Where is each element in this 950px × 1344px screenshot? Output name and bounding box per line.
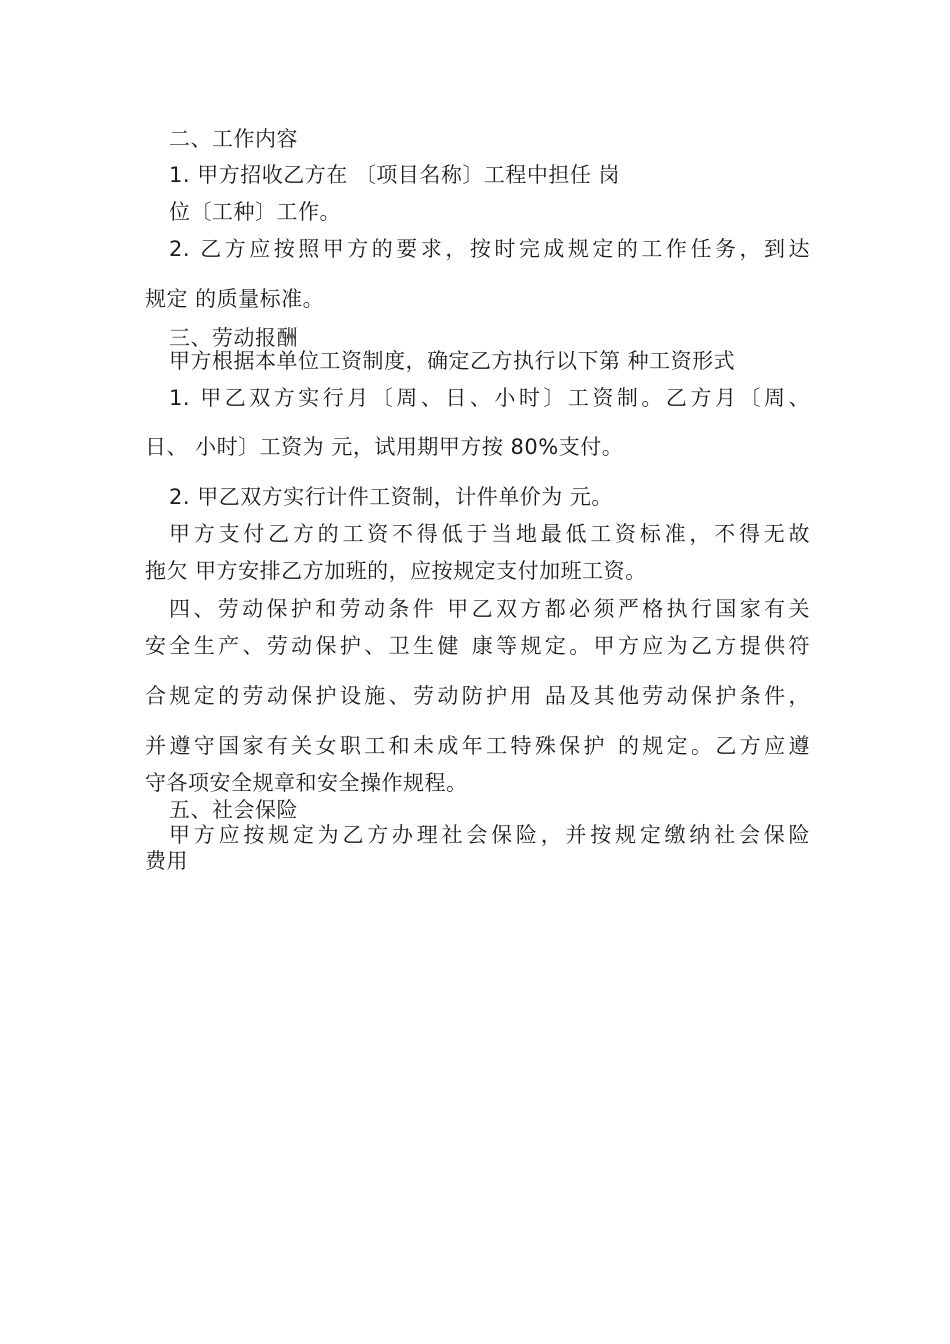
section-heading-work-content: 二、工作内容 <box>169 127 298 151</box>
paragraph-line: 合规定的劳动保护设施、劳动防护用 品及其他劳动保护条件， <box>145 684 810 708</box>
paragraph-line: 甲方应按规定为乙方办理社会保险，并按规定缴纳社会保险 <box>169 823 810 847</box>
paragraph-line: 日、 小时〕工资为 元，试用期甲方按 80%支付。 <box>145 435 624 459</box>
section-heading-remuneration: 三、劳动报酬 <box>169 326 298 350</box>
paragraph-line: 2. 乙方应按照甲方的要求，按时完成规定的工作任务，到达 <box>169 237 810 261</box>
paragraph-line: 安全生产、劳动保护、卫生健 康等规定。甲方应为乙方提供符 <box>145 634 810 658</box>
paragraph-line: 规定 的质量标准。 <box>145 287 325 311</box>
paragraph-line: 1. 甲方招收乙方在 〔项目名称〕工程中担任 岗 <box>169 163 621 187</box>
paragraph-line: 守各项安全规章和安全操作规程。 <box>145 771 468 795</box>
paragraph-line: 费用 <box>145 849 188 873</box>
section-heading-social-insurance: 五、社会保险 <box>169 798 298 822</box>
paragraph-line: 拖欠 甲方安排乙方加班的，应按规定支付加班工资。 <box>145 559 647 583</box>
paragraph-line: 1. 甲乙双方实行月〔周、日、小时〕工资制。乙方月〔周、 <box>169 386 810 410</box>
paragraph-line: 甲方根据本单位工资制度，确定乙方执行以下第 种工资形式 <box>169 349 736 373</box>
section-heading-labor-protection: 四、劳动保护和劳动条件 甲乙双方都必须严格执行国家有关 <box>169 597 810 621</box>
paragraph-line: 并遵守国家有关女职工和未成年工特殊保护 的规定。乙方应遵 <box>145 734 810 758</box>
paragraph-line: 甲方支付乙方的工资不得低于当地最低工资标准，不得无故 <box>169 522 810 546</box>
paragraph-line: 位〔工种〕工作。 <box>169 200 341 224</box>
paragraph-line: 2. 甲乙双方实行计件工资制，计件单价为 元。 <box>169 485 613 509</box>
